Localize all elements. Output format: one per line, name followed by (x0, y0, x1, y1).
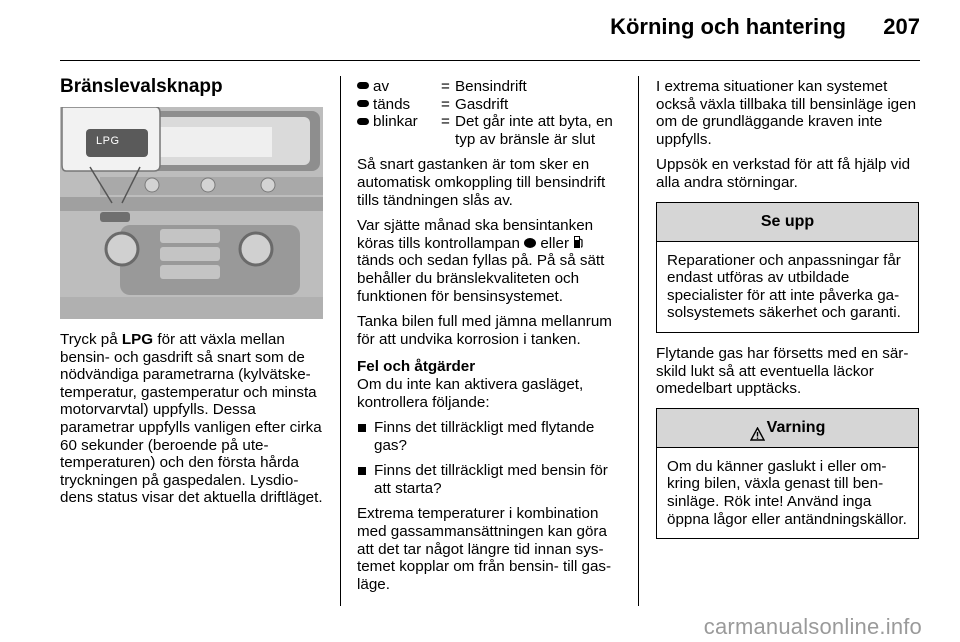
faults-heading (357, 358, 625, 376)
list-item (357, 419, 625, 454)
fuel-pump-icon (573, 235, 584, 249)
list-item (357, 462, 625, 497)
status-meaning: Gasdrift (455, 95, 509, 113)
warning-title: Varning (766, 418, 826, 436)
caution-box (656, 202, 919, 333)
status-row (357, 113, 625, 148)
led-status-table (357, 78, 625, 148)
bullet-text: Finns det tillräckligt med bensin för att starta? (374, 462, 608, 497)
status-equals: = (441, 113, 450, 131)
bullet-square-icon (358, 424, 366, 432)
faults-intro: Om du inte kan aktivera gasläget, kontrollera följande: (357, 375, 584, 411)
warning-triangle-icon (750, 418, 765, 432)
running-header-title: Körning och hantering (610, 14, 846, 39)
lpg-keyword: LPG (121, 331, 154, 348)
caution-title: Se upp (657, 203, 918, 242)
paragraph-auto-switch: Så snart gastanken är tom sker en automatisk omkoppling till bensindrift tills tändningen slås av. (357, 156, 606, 209)
status-state: tänds (373, 95, 411, 113)
status-equals: = (441, 78, 450, 95)
status-meaning: Det går inte att byta, en typ av bränsle är slut (455, 113, 613, 148)
led-indicator-icon (357, 100, 369, 107)
middle-column (357, 78, 625, 601)
p2-middle: eller (536, 234, 574, 252)
paragraph-full-tank: Tanka bilen full med jämna mellanrum för att undvika korrosion i tanken. (357, 313, 612, 348)
control-lamp-icon (524, 238, 536, 248)
status-row (357, 78, 625, 96)
status-equals: = (441, 95, 450, 113)
warning-box (656, 408, 919, 539)
warning-header (657, 409, 918, 448)
status-state: blinkar (373, 113, 418, 131)
lpg-paragraph (60, 331, 326, 507)
page-number: 207 (883, 14, 920, 39)
paragraph-extreme-temps: Extrema temperaturer i kombination med gassammansättningen kan göra att det tar något längre tid innan systemet kopplar om från bensin- till gasläge. (357, 505, 612, 593)
caution-text: Reparationer och anpassningar får endast utföras av utbildade specialister för att inte påverka gasolsystemets säkerhet och garanti. (667, 251, 901, 322)
column-divider-left (340, 76, 341, 606)
lpg-paragraph-rest: för att växla mellan bensin- och gasdrift så snart som de nödvändiga parametrarna (kylvätsketemperatur, gastemperatur och minsta motorvarvtal) uppfylls. Dessa parametrar uppfylls vanligen efter cirka 60 sekunder (beroende på utetemperaturen) och den första hårda tryckningen på gaspedalen. Lysdiodens status visar det aktuella driftläget. (60, 331, 323, 507)
paragraph-workshop: Uppsök en verkstad för att få hjälp vid alla andra störningar. (656, 156, 911, 191)
led-indicator-icon (357, 82, 369, 89)
status-row (357, 96, 625, 114)
lpg-paragraph-prefix: Tryck på (60, 331, 122, 348)
paragraph-six-months (357, 217, 625, 305)
lpg-button-label: LPG (96, 135, 120, 147)
paragraph-odor: Flytande gas har försetts med en särskild lukt så att eventuella läckor omedelbart upptäcks. (656, 344, 909, 398)
status-meaning: Bensindrift (455, 78, 527, 95)
dashboard-photo (60, 107, 323, 319)
faults-title: Fel och åtgärder (357, 358, 476, 376)
led-indicator-icon (357, 118, 369, 125)
bullet-text: Finns det tillräckligt med flytande gas? (374, 419, 595, 454)
left-column-text (60, 331, 326, 515)
left-column (60, 76, 324, 96)
header-rule (60, 60, 920, 61)
bullet-square-icon (358, 467, 366, 475)
warning-text: Om du känner gaslukt i eller omkring bilen, växla genast till bensinläge. Rök inte! Använd inga öppna lågor eller antändningskällor. (667, 457, 907, 528)
p2-before: Var sjätte månad ska bensintanken köras tills kontrollampan (357, 217, 594, 252)
watermark: carmanualsonline.info (703, 614, 922, 639)
p2-after: tänds och sedan fyllas på. På så sätt behåller du bränslekvaliteten och funktionen för bensinsystemet. (357, 252, 605, 305)
paragraph-extreme-situations: I extrema situationer kan systemet också växla tillbaka till bensinläge igen om de grundläggande kraven inte uppfylls. (656, 78, 917, 148)
right-column (656, 78, 919, 551)
column-divider-right (638, 76, 639, 606)
section-title: Bränslevalsknapp (60, 76, 223, 97)
status-state: av (373, 78, 390, 95)
